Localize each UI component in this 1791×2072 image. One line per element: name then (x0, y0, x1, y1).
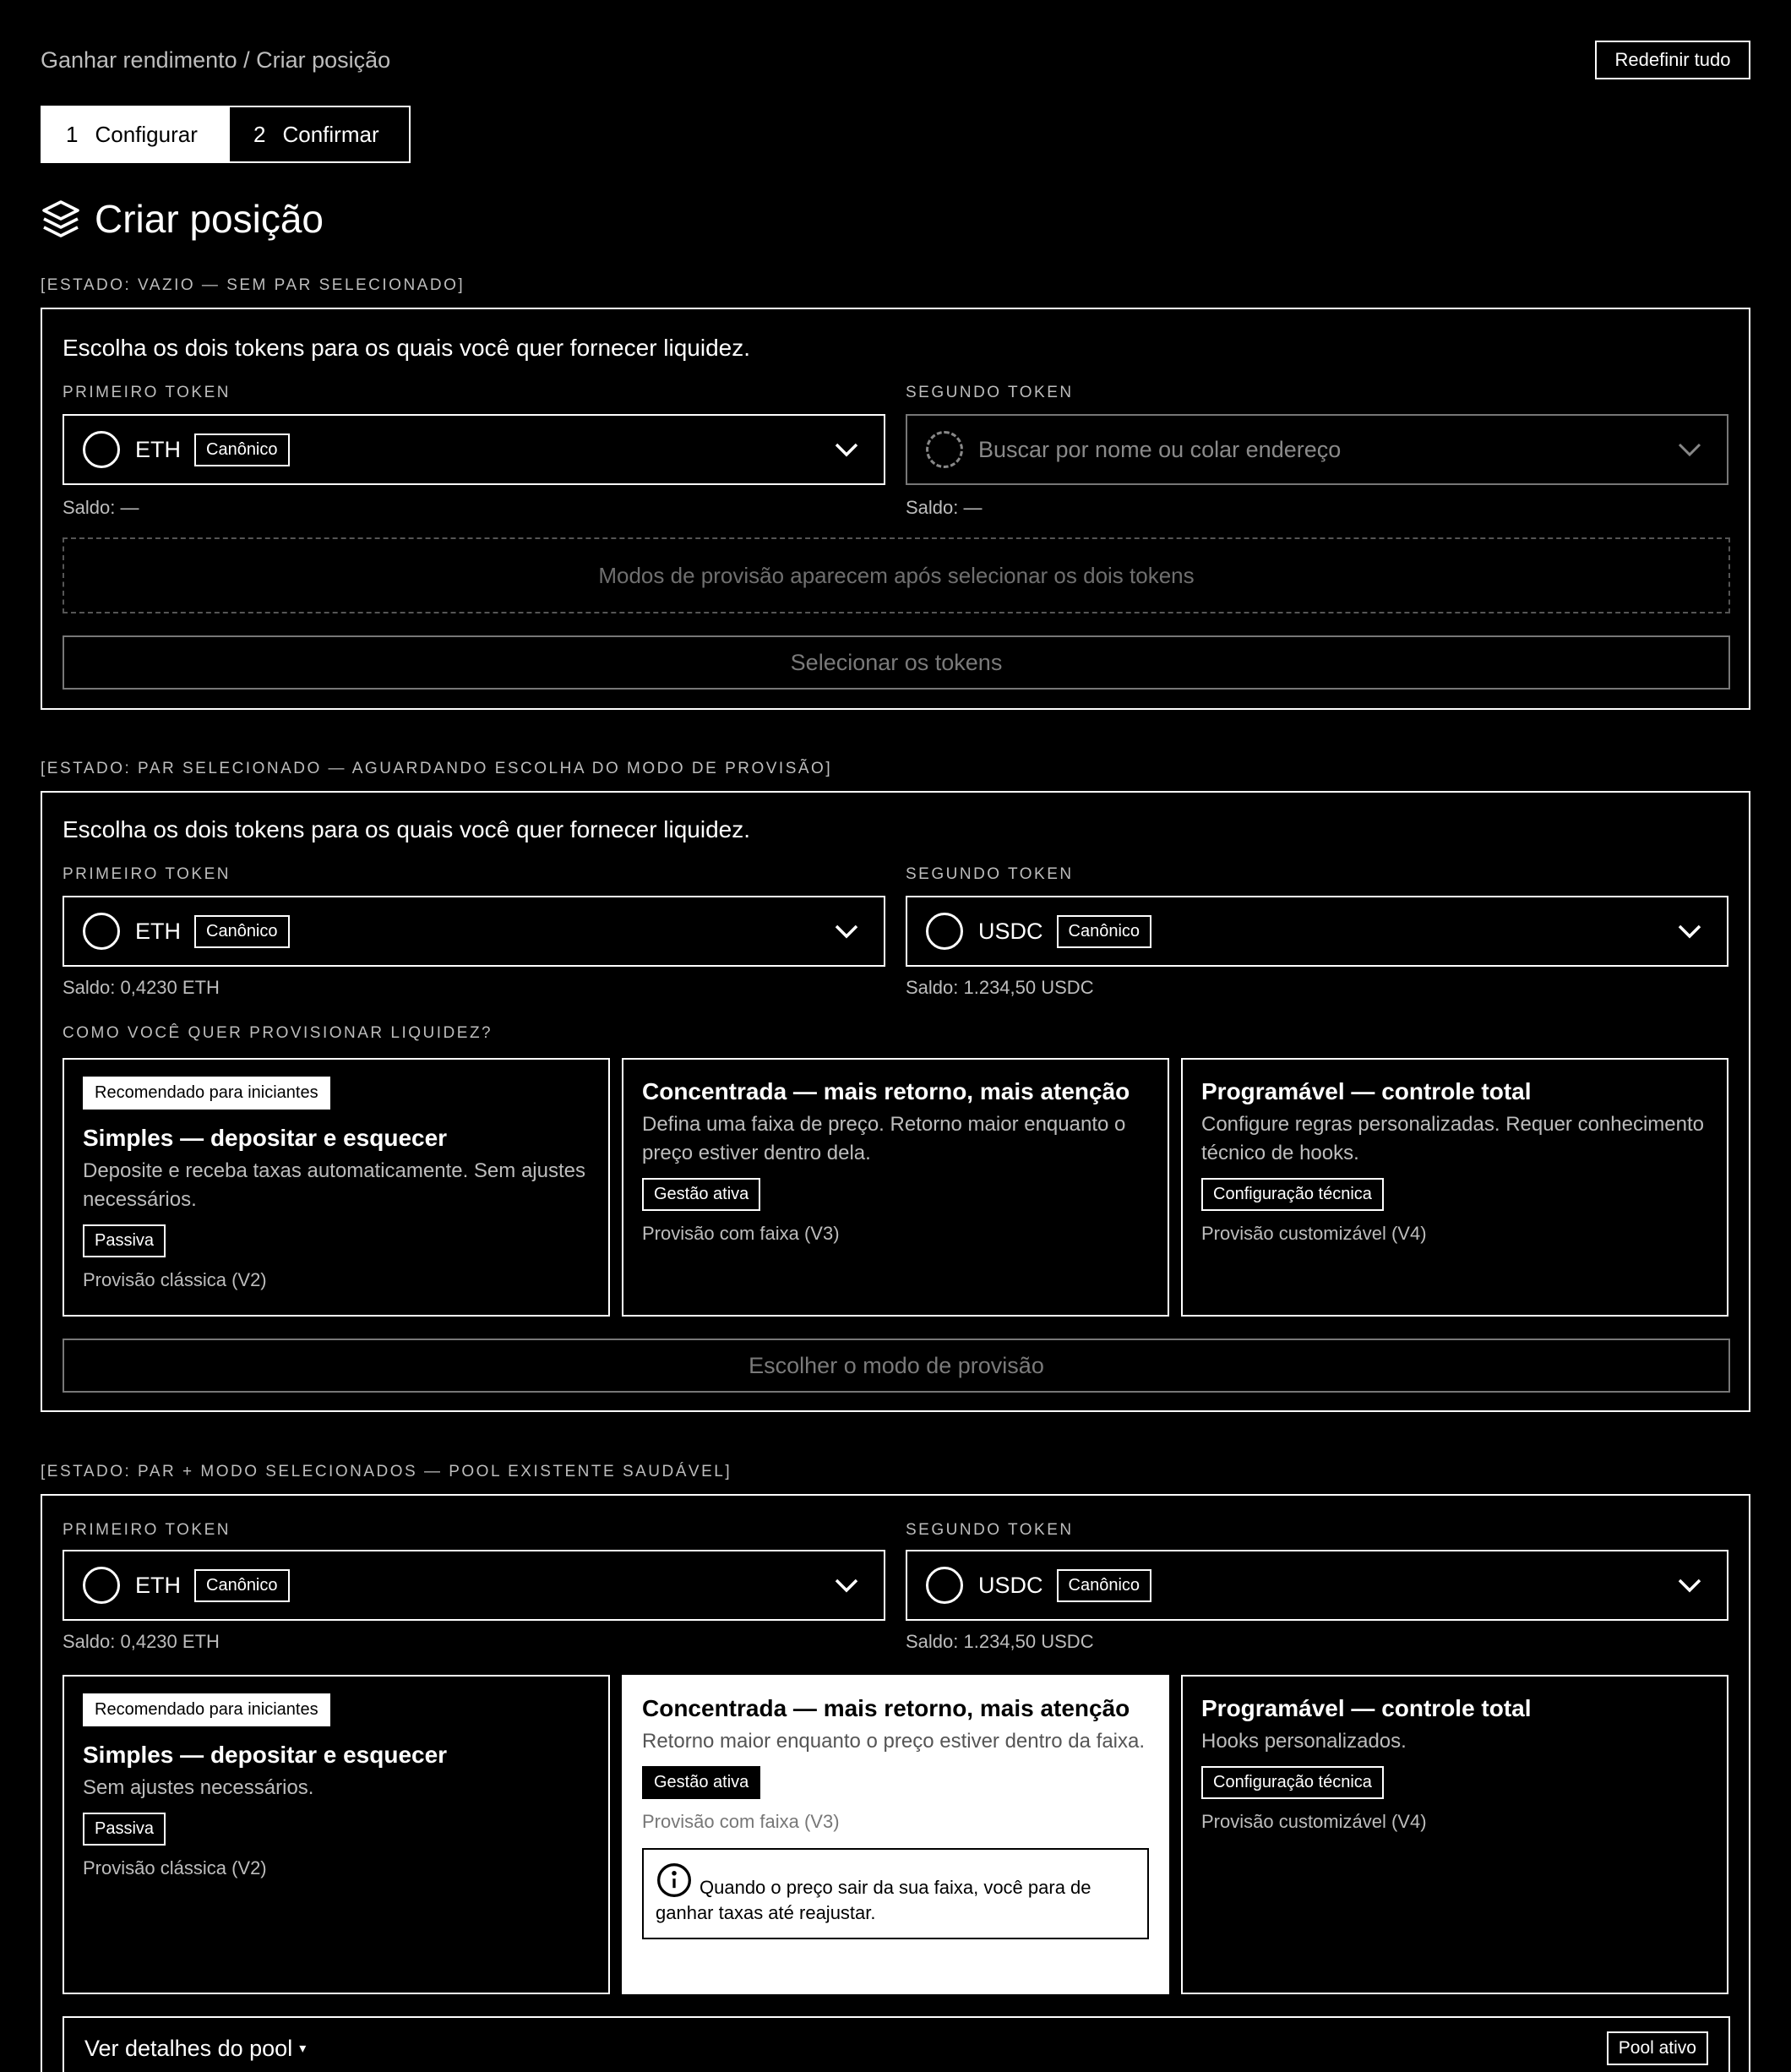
second-token-label: SEGUNDO TOKEN (906, 865, 1074, 883)
chevron-down-icon (833, 1575, 860, 1595)
mode-title: Concentrada — mais retorno, mais atenção (642, 1078, 1130, 1104)
token-symbol: USDC (978, 918, 1043, 944)
state-label: [ESTADO: PAR SELECIONADO — AGUARDANDO ESCOLHA DO MODO DE PROVISÃO] (41, 760, 833, 777)
canonical-badge: Canônico (1057, 915, 1152, 948)
token-symbol: ETH (135, 436, 181, 462)
mode-description: Hooks personalizados. (1201, 1730, 1407, 1753)
mode-tag: Passiva (83, 1224, 166, 1257)
chevron-down-icon (833, 439, 860, 460)
select-tokens-button[interactable]: Selecionar os tokens (63, 635, 1730, 690)
mode-description: Configure regras personalizadas. Requer conhecimento técnico de hooks. (1201, 1113, 1705, 1164)
second-token-selector[interactable] (906, 1550, 1728, 1621)
reset-all-button[interactable]: Redefinir tudo (1595, 41, 1750, 79)
card-question: Escolha os dois tokens para os quais você quer fornecer liquidez. (63, 816, 751, 842)
first-token-balance: Saldo: — (63, 497, 139, 518)
first-token-selector[interactable] (63, 896, 885, 967)
mode-version: Provisão clássica (V2) (83, 1269, 267, 1290)
second-token-balance: Saldo: 1.234,50 USDC (906, 977, 1094, 998)
step-label: Confirmar (282, 121, 379, 147)
mode-tag: Gestão ativa (642, 1178, 760, 1211)
mode-card-concentrated[interactable] (622, 1058, 1169, 1317)
mode-version: Provisão com faixa (V3) (642, 1223, 840, 1244)
second-token-label: SEGUNDO TOKEN (906, 384, 1074, 401)
canonical-badge: Canônico (1057, 1569, 1152, 1602)
state-pair-card (41, 791, 1750, 1412)
token-symbol: USDC (978, 1572, 1043, 1598)
first-token-selector[interactable] (63, 1550, 885, 1621)
canonical-badge: Canônico (194, 915, 290, 948)
mode-version: Provisão clássica (V2) (83, 1857, 267, 1878)
page-title-text: Criar posição (95, 197, 324, 241)
mode-card-programmable[interactable] (1181, 1058, 1728, 1317)
step-confirm[interactable] (230, 107, 409, 161)
mode-description: Sem ajustes necessários. (83, 1776, 314, 1799)
mode-tag: Gestão ativa (642, 1766, 760, 1799)
first-token-balance: Saldo: 0,4230 ETH (63, 1631, 220, 1652)
pool-details-toggle[interactable] (63, 2016, 1730, 2072)
mode-description: Defina uma faixa de preço. Retorno maior enquanto o preço estiver dentro dela. (642, 1113, 1126, 1164)
choose-mode-button[interactable]: Escolher o modo de provisão (63, 1339, 1730, 1393)
chevron-down-icon (1676, 439, 1703, 460)
mode-description: Retorno maior enquanto o preço estiver dentro da faixa. (642, 1730, 1146, 1753)
second-token-selector[interactable] (906, 896, 1728, 967)
recommended-badge: Recomendado para iniciantes (83, 1693, 330, 1726)
first-token-label: PRIMEIRO TOKEN (63, 384, 231, 401)
recommended-badge: Recomendado para iniciantes (83, 1077, 330, 1110)
first-token-label: PRIMEIRO TOKEN (63, 1521, 231, 1539)
mode-card-simple[interactable] (63, 1675, 610, 1994)
mode-card-concentrated-selected[interactable] (622, 1675, 1169, 1994)
mode-version: Provisão customizável (V4) (1201, 1223, 1427, 1244)
pool-details-label: Ver detalhes do pool (84, 2035, 293, 2061)
pool-active-badge: Pool ativo (1607, 2031, 1708, 2065)
range-warning-note (642, 1848, 1149, 1939)
mode-version: Provisão com faixa (V3) (642, 1811, 840, 1832)
mode-description: Deposite e receba taxas automaticamente. Sem ajustes necessários. (83, 1159, 585, 1211)
layers-icon (41, 199, 81, 239)
canonical-badge: Canônico (194, 433, 290, 466)
token-circle-icon (83, 913, 120, 950)
canonical-badge: Canônico (194, 1569, 290, 1602)
mode-title: Programável — controle total (1201, 1695, 1532, 1721)
token-circle-icon (83, 1567, 120, 1604)
stepper (41, 106, 411, 163)
step-label: Configurar (95, 121, 198, 147)
first-token-balance: Saldo: 0,4230 ETH (63, 977, 220, 998)
token-placeholder-icon (926, 431, 963, 468)
first-token-label: PRIMEIRO TOKEN (63, 865, 231, 883)
second-token-label: SEGUNDO TOKEN (906, 1521, 1074, 1539)
chevron-down-icon (833, 921, 860, 941)
token-circle-icon (926, 1567, 963, 1604)
state-empty-card (41, 308, 1750, 710)
card-question: Escolha os dois tokens para os quais você quer fornecer liquidez. (63, 335, 751, 361)
mode-card-simple[interactable] (63, 1058, 610, 1317)
first-token-selector[interactable] (63, 414, 885, 485)
step-number: 1 (66, 121, 79, 147)
mode-version: Provisão customizável (V4) (1201, 1811, 1427, 1832)
mode-title: Simples — depositar e esquecer (83, 1742, 448, 1768)
modes-hint: Modos de provisão aparecem após selecionar os dois tokens (63, 537, 1730, 613)
state-label: [ESTADO: VAZIO — SEM PAR SELECIONADO] (41, 276, 465, 294)
second-token-balance: Saldo: 1.234,50 USDC (906, 1631, 1094, 1652)
mode-tag: Passiva (83, 1813, 166, 1846)
chevron-down-icon (1676, 921, 1703, 941)
token-symbol: ETH (135, 1572, 181, 1598)
caret-down-icon: ▾ (299, 2042, 307, 2056)
mode-title: Programável — controle total (1201, 1078, 1532, 1104)
state-label: [ESTADO: PAR + MODO SELECIONADOS — POOL EXISTENTE SAUDÁVEL] (41, 1463, 732, 1480)
second-token-selector[interactable] (906, 414, 1728, 485)
mode-title: Concentrada — mais retorno, mais atenção (642, 1695, 1130, 1721)
step-configure[interactable] (42, 107, 230, 161)
mode-tag: Configuração técnica (1201, 1766, 1384, 1799)
token-search-placeholder: Buscar por nome ou colar endereço (978, 436, 1342, 462)
mode-title: Simples — depositar e esquecer (83, 1125, 448, 1151)
second-token-balance: Saldo: — (906, 497, 983, 518)
range-warning-text: Quando o preço sair da sua faixa, você para de ganhar taxas até reajustar. (656, 1877, 1091, 1923)
mode-card-programmable[interactable] (1181, 1675, 1728, 1994)
chevron-down-icon (1676, 1575, 1703, 1595)
token-symbol: ETH (135, 918, 181, 944)
token-circle-icon (926, 913, 963, 950)
token-circle-icon (83, 431, 120, 468)
state-pool-card (41, 1494, 1750, 2072)
modes-question: COMO VOCÊ QUER PROVISIONAR LIQUIDEZ? (63, 1024, 493, 1042)
breadcrumb: Ganhar rendimento / Criar posição (41, 47, 391, 73)
page-title (41, 196, 324, 242)
mode-tag: Configuração técnica (1201, 1178, 1384, 1211)
info-icon (656, 1862, 693, 1899)
step-number: 2 (253, 121, 266, 147)
